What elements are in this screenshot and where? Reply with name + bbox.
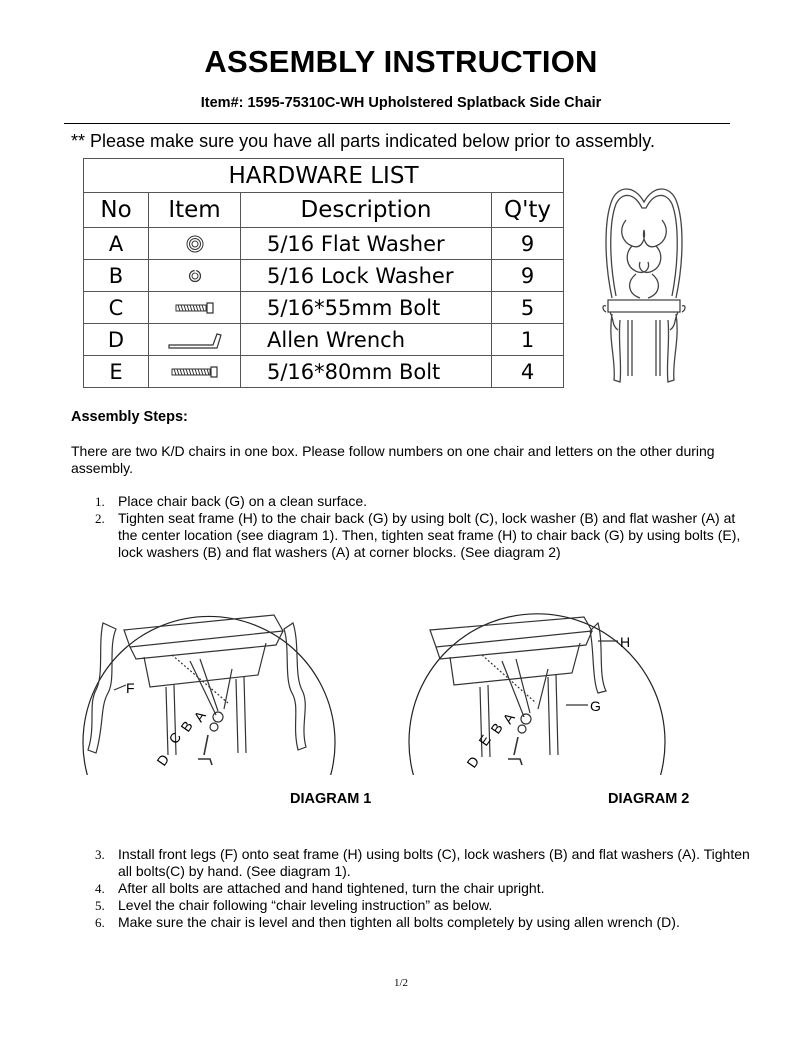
diagram-2-label-h: H [620,634,631,650]
part-qty: 5 [492,292,564,324]
part-qty: 4 [492,356,564,388]
list-item [95,846,750,880]
table-row [84,356,564,388]
table-row [84,324,564,356]
bolt-80mm-icon [149,356,241,388]
step-number: 1. [95,494,105,509]
list-item [95,493,750,510]
list-item [95,914,750,931]
diagram-2-label-a: A [499,709,518,727]
diagram-2-caption: DIAGRAM 2 [608,791,690,807]
part-no: C [84,292,149,324]
assembly-diagrams [78,575,730,807]
part-no: E [84,356,149,388]
step-text: Install front legs (F) onto seat frame (H) using bolts (C), lock washers (B) and flat washers (A). Tighten all bolts(C) by hand. (See diagram 1). [118,846,750,879]
column-header-qty: Q'ty [492,193,564,228]
diagram-2-label-g: G [590,698,601,714]
step-text: After all bolts are attached and hand tightened, turn the chair upright. [118,880,545,896]
lock-washer-icon [149,260,241,292]
item-subtitle: Item#: 1595-75310C-WH Upholstered Splatback Side Chair [200,95,602,111]
step-number: 5. [95,898,105,913]
step-number: 3. [95,847,105,862]
step-number: 4. [95,881,105,896]
column-header-no: No [84,193,149,228]
table-row [84,260,564,292]
table-row [84,292,564,324]
part-no: D [84,324,149,356]
part-description: 5/16 Flat Washer [241,228,492,260]
diagram-1-label-c: C [165,729,185,747]
part-qty: 1 [492,324,564,356]
diagram-1-label-a: A [190,707,209,725]
part-description: Allen Wrench [241,324,492,356]
hardware-list-caption: HARDWARE LIST [84,159,564,193]
parts-notice: ** Please make sure you have all parts indicated below prior to assembly. [71,131,655,151]
part-no: A [84,228,149,260]
hardware-list-table [83,158,564,388]
step-number: 2. [95,511,105,526]
list-item [95,510,750,561]
diagram-1-label-d: D [153,751,173,769]
part-qty: 9 [492,260,564,292]
step-number: 6. [95,915,105,930]
step-text: Tighten seat frame (H) to the chair back (G) by using bolt (C), lock washer (B) and flat washer (A) at the center location (see diagram 1). Then, tighten seat frame (H) to chair back (G) by using bolts (E), lock washers (B) and flat washers (A) at corner blocks. (See diagram 2) [118,510,741,560]
diagram-1-label-f: F [126,680,135,696]
assembly-steps-heading: Assembly Steps: [71,409,188,425]
part-description: 5/16*80mm Bolt [241,356,492,388]
diagram-2-label-e: E [475,731,494,749]
page-title: ASSEMBLY INSTRUCTION [204,44,598,79]
diagram-2-label-d: D [463,753,483,771]
column-header-item: Item [149,193,241,228]
diagram-1-caption: DIAGRAM 1 [290,791,372,807]
list-item [95,880,750,897]
steps-list-part1 [95,493,750,561]
table-row [84,228,564,260]
part-description: 5/16*55mm Bolt [241,292,492,324]
step-text: Place chair back (G) on a clean surface. [118,493,368,509]
step-text: Make sure the chair is level and then tighten all bolts completely by using allen wrench (D). [118,914,680,930]
part-description: 5/16 Lock Washer [241,260,492,292]
column-header-description: Description [241,193,492,228]
step-text: Level the chair following “chair leveling instruction” as below. [118,897,493,913]
table-header-row [84,193,564,228]
assembly-intro: There are two K/D chairs in one box. Please follow numbers on one chair and letters on the other during assembly. [71,443,715,476]
list-item [95,897,750,914]
allen-wrench-icon [149,324,241,356]
diagram-1-illustration [83,615,335,775]
steps-list-part2 [95,846,750,931]
flat-washer-icon [149,228,241,260]
header-divider [64,123,730,124]
diagram-1-label-b: B [177,717,196,735]
part-qty: 9 [492,228,564,260]
chair-illustration [598,180,690,397]
part-no: B [84,260,149,292]
bolt-55mm-icon [149,292,241,324]
page-number: 1/2 [393,977,409,989]
diagram-2-label-b: B [487,719,506,737]
